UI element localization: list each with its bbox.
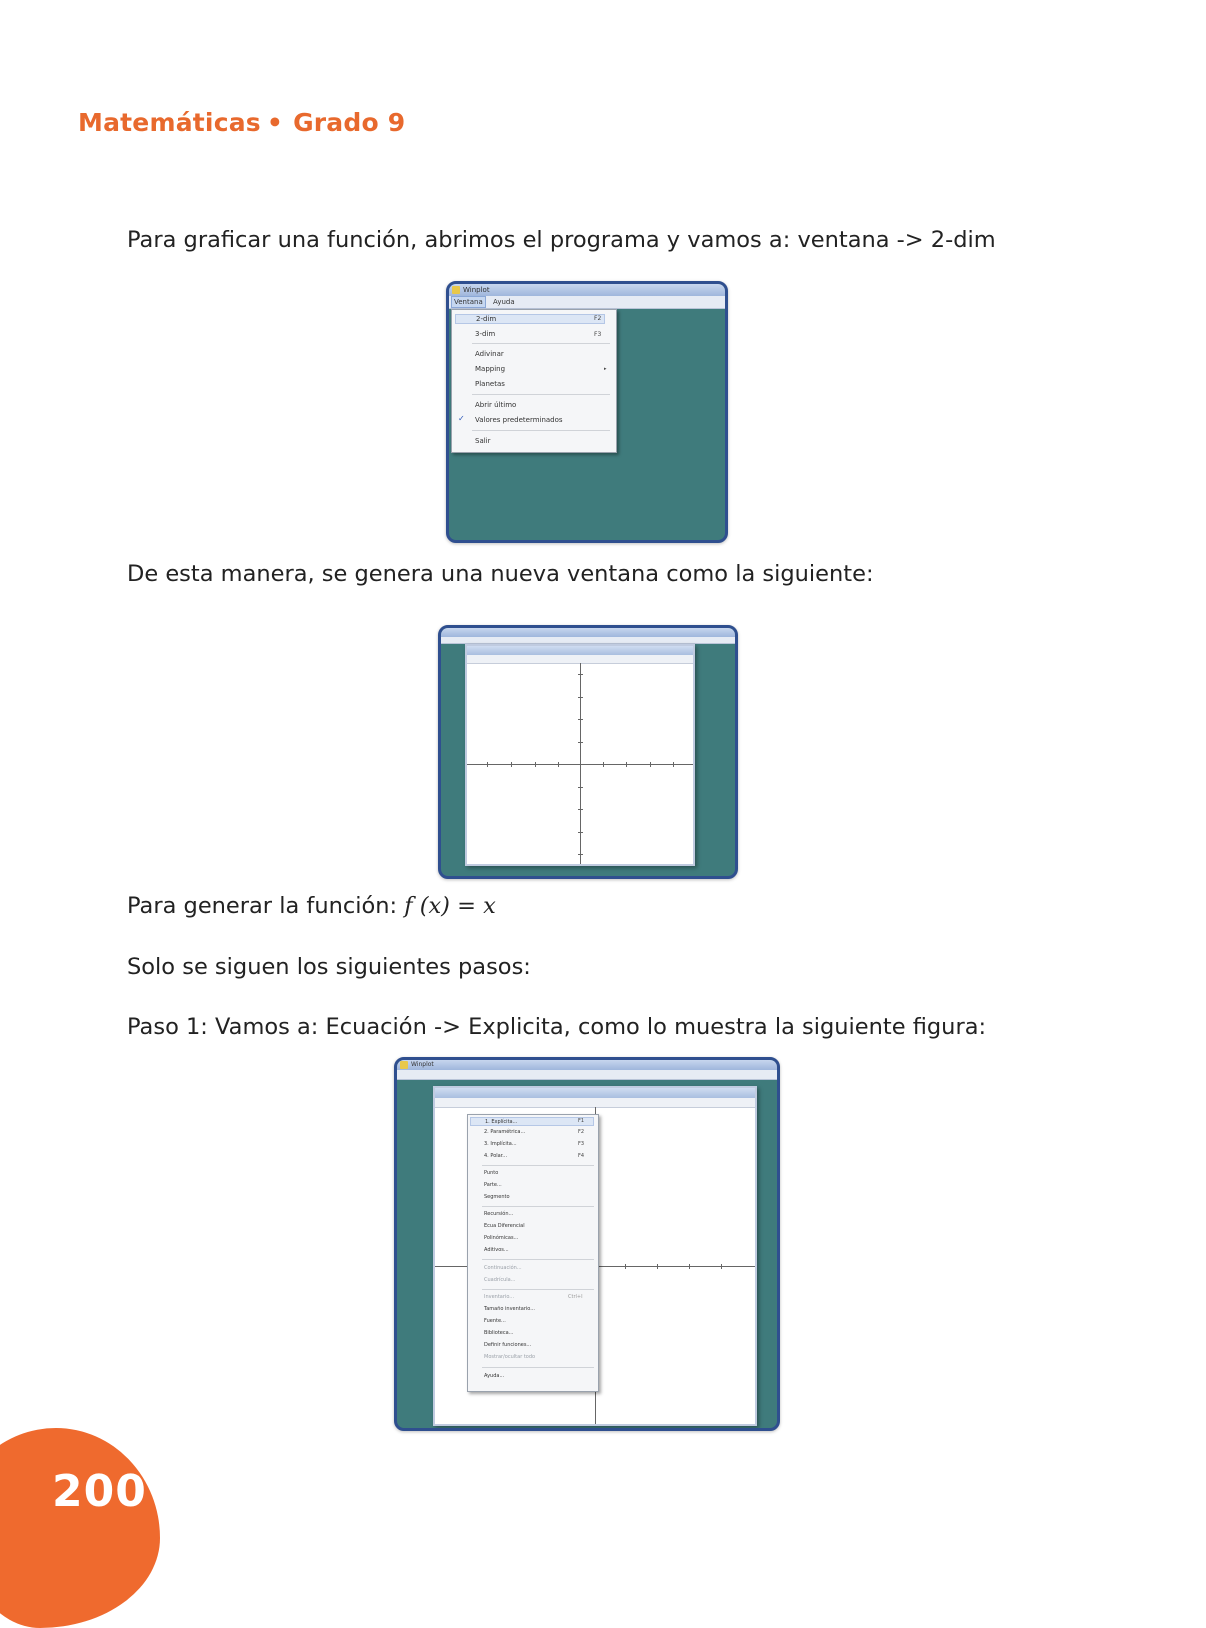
menu-item-abrir-ultimo[interactable]: Abrir último: [475, 401, 517, 409]
menu-item-definir-funciones[interactable]: Definir funciones...: [484, 1342, 532, 1348]
x-tick: [535, 762, 536, 767]
menu-key-f3: F3: [594, 331, 602, 338]
graph-titlebar: [435, 1088, 755, 1098]
menu-separator: [472, 343, 610, 344]
paragraph-2: De esta manera, se genera una nueva ventana como la siguiente:: [127, 561, 874, 587]
y-axis: [580, 663, 581, 864]
menu-item-valores[interactable]: Valores predeterminados: [475, 416, 563, 424]
x-tick: [558, 762, 559, 767]
window-menubar: [441, 637, 735, 644]
menu-item-adivinar[interactable]: Adivinar: [475, 350, 504, 358]
menu-key: F1: [578, 1118, 585, 1124]
window-title: Winplot: [463, 286, 490, 294]
menu-item-parametrica[interactable]: 2. Paramétrica...: [484, 1129, 526, 1135]
x-tick: [626, 762, 627, 767]
menu-item-implicita[interactable]: 3. Implícita...: [484, 1141, 517, 1147]
menu-item-polinomicas[interactable]: Polinómicas...: [484, 1235, 519, 1241]
y-tick: [578, 719, 583, 720]
y-tick: [578, 787, 583, 788]
menu-key: F3: [578, 1141, 585, 1147]
menu-item-planetas[interactable]: Planetas: [475, 380, 505, 388]
menu-item-mapping[interactable]: Mapping: [475, 365, 506, 373]
x-tick: [625, 1264, 626, 1269]
figure-ventana-menu: [446, 281, 728, 543]
menu-item-aditivos[interactable]: Aditivos...: [484, 1247, 509, 1253]
header-grade: Grado 9: [293, 108, 406, 137]
menu-item-explicita[interactable]: 1. Explícita...: [470, 1117, 594, 1126]
menu-item-tamano-inventario[interactable]: Tamaño inventario...: [484, 1306, 536, 1312]
y-tick: [578, 832, 583, 833]
submenu-arrow-icon: ▸: [604, 366, 607, 372]
running-header: [78, 108, 405, 137]
ecuacion-dropdown: [467, 1114, 599, 1392]
menu-separator: [482, 1165, 594, 1166]
menu-item-fuente[interactable]: Fuente...: [484, 1318, 506, 1324]
x-tick: [689, 1264, 690, 1269]
menu-item-biblioteca[interactable]: Biblioteca...: [484, 1330, 514, 1336]
y-tick: [578, 809, 583, 810]
app-icon: [400, 1061, 408, 1069]
menu-separator: [472, 394, 610, 395]
figure-ecuacion-menu: [394, 1057, 780, 1431]
paragraph-3: [127, 893, 496, 919]
window-menubar: [449, 296, 725, 309]
menu-item-ayuda[interactable]: Ayuda...: [484, 1373, 505, 1379]
menu-separator: [482, 1289, 594, 1290]
x-tick: [673, 762, 674, 767]
menu-item-punto[interactable]: Punto: [484, 1170, 499, 1176]
app-icon: [452, 286, 460, 294]
x-tick: [650, 762, 651, 767]
window-titlebar: [441, 628, 735, 637]
paragraph-1: Para graficar una función, abrimos el programa y vamos a: ventana -> 2-dim: [127, 227, 996, 253]
x-tick: [487, 762, 488, 767]
window-titlebar: [449, 284, 725, 296]
x-tick: [721, 1264, 722, 1269]
menu-item-continuacion[interactable]: Continuación...: [484, 1265, 522, 1271]
paragraph-3-text: Para generar la función:: [127, 893, 405, 919]
menu-separator: [482, 1206, 594, 1207]
check-icon: ✓: [458, 414, 465, 423]
menu-separator: [472, 430, 610, 431]
x-tick: [603, 762, 604, 767]
ventana-dropdown: [451, 309, 617, 453]
y-tick: [578, 674, 583, 675]
figure-2dim-window: [438, 625, 738, 879]
menu-ventana[interactable]: Ventana: [451, 296, 486, 308]
window-menubar: [397, 1070, 777, 1080]
menu-item-segmento[interactable]: Segmento: [484, 1194, 510, 1200]
menu-key: Ctrl+I: [568, 1294, 583, 1300]
menu-item-parte[interactable]: Parte...: [484, 1182, 502, 1188]
header-separator: •: [266, 108, 284, 137]
y-tick: [578, 697, 583, 698]
y-tick: [578, 742, 583, 743]
graph-window: [465, 644, 695, 866]
paragraph-4: Solo se siguen los siguientes pasos:: [127, 954, 531, 980]
window-titlebar: [397, 1060, 777, 1070]
menu-item-salir[interactable]: Salir: [475, 437, 491, 445]
formula: f (x) = x: [404, 893, 496, 919]
graph-titlebar: [467, 646, 693, 655]
menu-item-3dim[interactable]: 3-dim: [475, 330, 496, 338]
menu-item-2dim[interactable]: 2-dim: [455, 314, 605, 324]
window-title: Winplot: [411, 1061, 434, 1068]
x-tick: [511, 762, 512, 767]
menu-item-mostrar-ocultar[interactable]: Mostrar/ocultar todo: [484, 1354, 536, 1360]
menu-item-inventario[interactable]: Inventario...: [484, 1294, 515, 1300]
header-subject: Matemáticas: [78, 108, 261, 137]
menu-separator: [482, 1259, 594, 1260]
page-number-badge: [0, 1428, 160, 1628]
menu-key-f2: F2: [594, 315, 602, 322]
x-tick: [657, 1264, 658, 1269]
menu-ayuda[interactable]: Ayuda: [493, 298, 515, 306]
page-number: 200: [52, 1466, 147, 1517]
menu-separator: [482, 1367, 594, 1368]
menu-key: F4: [578, 1153, 585, 1159]
menu-key: F2: [578, 1129, 585, 1135]
menu-item-recursion[interactable]: Recursión...: [484, 1211, 514, 1217]
menu-item-cuadricula[interactable]: Cuadrícula...: [484, 1277, 516, 1283]
paragraph-5: Paso 1: Vamos a: Ecuación -> Explicita, como lo muestra la siguiente figura:: [127, 1014, 987, 1040]
y-tick: [578, 854, 583, 855]
menu-item-polar[interactable]: 4. Polar...: [484, 1153, 508, 1159]
menu-item-ecua-diferencial[interactable]: Ecua Diferencial: [484, 1223, 525, 1229]
